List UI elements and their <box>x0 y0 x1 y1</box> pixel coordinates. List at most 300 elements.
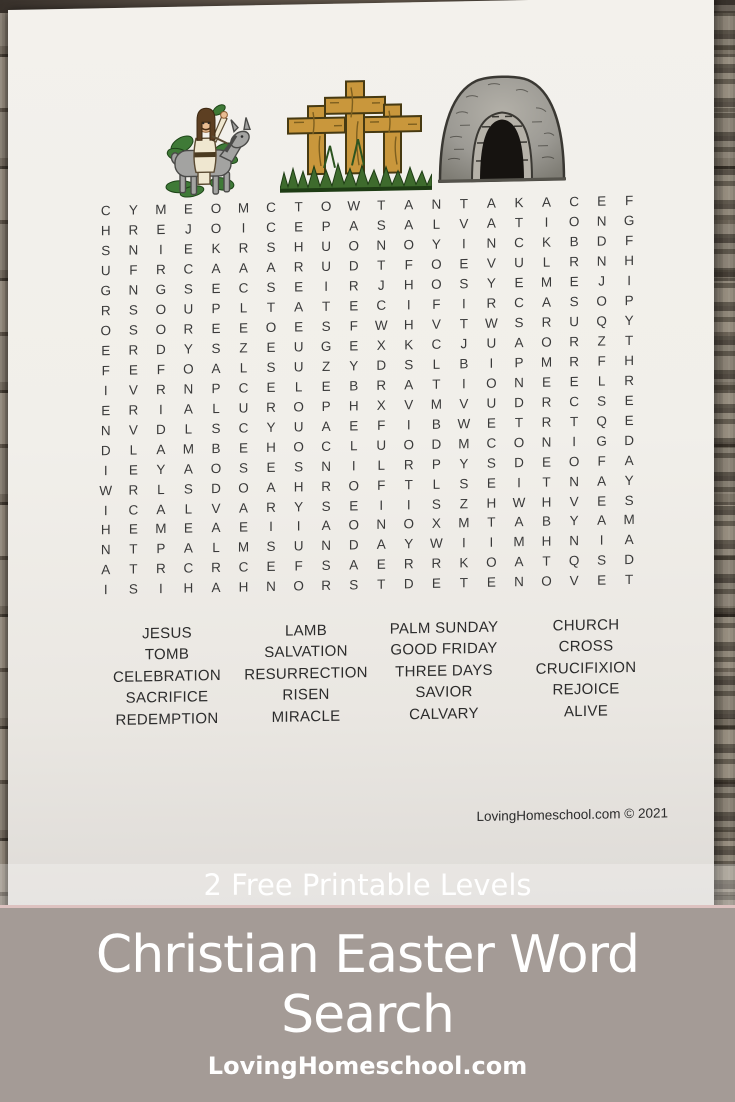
grid-letter: E <box>486 574 496 591</box>
grid-letter: I <box>462 236 466 252</box>
grid-letter: L <box>212 540 220 556</box>
grid-letter: A <box>321 518 331 534</box>
grid-letter: O <box>320 199 332 215</box>
grid-letter: F <box>597 453 606 469</box>
grid-letter: H <box>100 522 111 538</box>
grid-letter: S <box>597 393 607 409</box>
grid-letter: O <box>155 322 167 338</box>
grid-letter: S <box>597 552 607 569</box>
grid-letter: A <box>597 473 607 489</box>
grid-letter: O <box>348 517 359 533</box>
grid-letter: D <box>403 576 414 592</box>
grid-letter: S <box>376 218 386 234</box>
grid-letter: L <box>349 438 358 454</box>
grid-letter: I <box>269 519 273 535</box>
word-list-item: CALVARY <box>409 704 479 723</box>
grid-letter: Q <box>568 553 580 569</box>
grid-letter: I <box>158 581 163 597</box>
grid-letter: T <box>487 515 496 531</box>
grid-letter: G <box>155 282 167 298</box>
grid-letter: E <box>624 412 634 428</box>
grid-letter: S <box>183 281 193 297</box>
grid-letter: O <box>431 276 442 293</box>
grid-letter: E <box>294 219 304 235</box>
grid-letter: D <box>596 233 607 250</box>
grid-letter: A <box>156 441 166 457</box>
grid-letter: D <box>348 258 359 274</box>
word-list <box>8 612 714 729</box>
grid-letter: R <box>293 259 304 275</box>
grid-letter: W <box>347 198 361 214</box>
grid-letter: B <box>459 356 469 372</box>
grid-letter: I <box>627 273 632 289</box>
grid-letter: C <box>238 559 249 575</box>
grid-letter: R <box>128 402 139 418</box>
grid-letter: S <box>128 322 138 338</box>
grid-letter: O <box>513 434 525 451</box>
grid-letter: H <box>293 239 304 255</box>
grid-letter: N <box>569 473 579 489</box>
grid-letter: T <box>542 474 551 490</box>
grid-letter: E <box>266 459 276 475</box>
grid-letter: R <box>624 372 635 389</box>
grid-letter: A <box>211 520 221 536</box>
grid-letter: E <box>569 274 579 290</box>
grid-letter: R <box>211 560 221 576</box>
word-list-item: CRUCIFIXION <box>535 658 637 678</box>
grid-letter: S <box>183 481 193 497</box>
word-list-item: TOMB <box>144 645 190 664</box>
grid-letter: E <box>514 275 524 291</box>
grid-letter: C <box>100 203 111 219</box>
grid-letter: M <box>513 534 525 550</box>
grid-letter: E <box>294 319 304 335</box>
grid-letter: L <box>129 442 138 458</box>
grid-letter: Y <box>486 275 496 292</box>
grid-letter: C <box>266 200 276 216</box>
grid-letter: N <box>100 422 111 438</box>
grid-letter: V <box>128 422 138 438</box>
grid-letter: E <box>542 374 552 390</box>
grid-letter: R <box>238 240 249 256</box>
grid-letter: A <box>349 557 359 573</box>
grid-letter: O <box>596 293 607 309</box>
grid-letter: Y <box>266 419 276 435</box>
grid-letter: A <box>404 217 414 233</box>
grid-letter: T <box>129 561 138 578</box>
word-list-item: RESURRECTION <box>244 663 368 684</box>
word-search-grid <box>92 191 643 600</box>
grid-letter: K <box>459 555 469 571</box>
grid-letter: E <box>239 519 249 536</box>
grid-letter: T <box>294 199 303 215</box>
grid-letter: U <box>569 314 579 330</box>
grid-letter: U <box>486 395 497 411</box>
grid-letter: O <box>100 323 112 339</box>
grid-letter: R <box>155 561 166 577</box>
grid-letter: I <box>241 220 246 236</box>
grid-letter: A <box>183 540 193 557</box>
grid-letter: Q <box>596 313 607 329</box>
grid-letter: A <box>321 418 331 434</box>
grid-letter: A <box>514 554 524 570</box>
grid-letter: V <box>486 255 496 272</box>
grid-letter: A <box>183 401 193 417</box>
grid-letter: Y <box>349 358 359 374</box>
grid-letter: S <box>101 243 111 259</box>
grid-letter: A <box>514 514 524 530</box>
grid-letter: N <box>183 381 194 397</box>
grid-letter: W <box>485 315 498 331</box>
grid-letter: D <box>376 357 387 373</box>
grid-letter: A <box>486 196 496 212</box>
grid-letter: A <box>404 197 414 213</box>
grid-letter: R <box>155 262 166 278</box>
grid-letter: N <box>514 375 524 391</box>
grid-letter: F <box>129 262 138 278</box>
grid-letter: U <box>293 419 304 435</box>
grid-letter: B <box>431 416 441 432</box>
grid-letter: F <box>625 233 634 249</box>
grid-letter: E <box>349 338 359 354</box>
word-list-item: PALM SUNDAY <box>389 618 499 638</box>
grid-letter: H <box>238 579 249 595</box>
grid-letter: L <box>184 500 193 517</box>
grid-letter: N <box>321 458 332 474</box>
grid-letter: J <box>377 277 385 294</box>
grid-letter: A <box>156 501 166 517</box>
grid-letter: E <box>597 572 607 588</box>
grid-letter: E <box>101 402 111 419</box>
grid-letter: Y <box>294 498 304 515</box>
grid-letter: H <box>100 223 111 239</box>
grid-letter: R <box>541 314 552 330</box>
grid-letter: F <box>156 361 165 378</box>
grid-letter: H <box>541 533 552 550</box>
grid-letter: O <box>348 477 359 494</box>
grid-letter: R <box>266 399 276 415</box>
grid-letter: D <box>624 432 635 448</box>
grid-letter: L <box>432 217 441 233</box>
grid-letter: I <box>462 376 466 392</box>
word-list-item: JESUS <box>142 624 192 643</box>
grid-letter: H <box>403 277 414 293</box>
grid-letter: S <box>321 318 331 335</box>
grid-letter: I <box>406 297 411 313</box>
jesus-on-donkey-illustration <box>158 91 254 199</box>
pin-title <box>0 925 735 1045</box>
grid-letter: M <box>458 435 470 452</box>
grid-letter: T <box>432 376 441 392</box>
grid-letter: S <box>128 302 138 318</box>
grid-letter: I <box>406 417 411 433</box>
copyright-text: LovingHomeschool.com © 2021 <box>476 805 668 825</box>
grid-letter: O <box>210 460 222 476</box>
grid-letter: N <box>431 197 442 213</box>
grid-letter: J <box>598 273 605 289</box>
grid-letter: V <box>459 396 469 412</box>
grid-letter: U <box>293 538 304 554</box>
grid-letter: E <box>183 201 193 218</box>
grid-letter: A <box>101 562 111 578</box>
grid-letter: R <box>403 556 414 572</box>
grid-letter: V <box>431 316 441 332</box>
grid-letter: E <box>239 440 249 456</box>
grid-letter: T <box>625 572 634 588</box>
grid-letter: D <box>211 480 221 496</box>
grid-letter: A <box>349 218 359 234</box>
grid-letter: I <box>572 433 576 449</box>
grid-letter: A <box>211 360 221 377</box>
grid-letter: X <box>376 397 386 413</box>
grid-letter: L <box>432 476 441 492</box>
subtitle-band <box>0 864 735 906</box>
grid-letter: T <box>377 577 386 593</box>
grid-letter: U <box>238 400 249 416</box>
grid-letter: S <box>321 498 331 514</box>
grid-letter: I <box>103 382 108 399</box>
grid-letter: O <box>403 516 415 532</box>
grid-letter: A <box>183 461 193 477</box>
word-list-item: LAMB <box>284 621 328 640</box>
grid-letter: E <box>542 454 552 470</box>
grid-letter: H <box>348 398 359 414</box>
grid-letter: A <box>294 299 304 315</box>
grid-letter: S <box>266 539 276 555</box>
grid-letter: C <box>266 220 276 236</box>
grid-letter: F <box>377 477 386 493</box>
grid-letter: O <box>210 201 222 217</box>
grid-letter: E <box>431 575 441 592</box>
grid-letter: C <box>321 438 332 454</box>
grid-letter: Y <box>183 341 193 357</box>
grid-letter: E <box>597 493 607 509</box>
grid-letter: K <box>404 337 414 353</box>
grid-letter: A <box>266 479 276 495</box>
grid-letter: W <box>99 482 113 498</box>
grid-letter: L <box>542 254 551 271</box>
grid-letter: C <box>183 261 194 277</box>
grid-letter: T <box>459 196 468 212</box>
grid-letter: N <box>266 579 276 595</box>
grid-letter: N <box>541 434 552 450</box>
grid-letter: R <box>431 556 442 572</box>
grid-letter: N <box>321 538 332 554</box>
grid-letter: P <box>514 355 524 371</box>
grid-letter: K <box>211 241 221 257</box>
grid-letter: E <box>101 343 111 359</box>
grid-letter: D <box>100 442 111 458</box>
grid-letter: O <box>403 436 415 453</box>
grid-letter: I <box>296 518 301 534</box>
grid-letter: D <box>624 552 635 568</box>
grid-letter: A <box>211 261 221 277</box>
grid-letter: U <box>293 339 304 355</box>
grid-letter: E <box>128 521 138 538</box>
grid-letter: H <box>183 580 194 596</box>
grid-letter: B <box>349 378 359 394</box>
grid-letter: M <box>458 515 470 531</box>
grid-letter: D <box>348 537 359 553</box>
grid-letter: N <box>514 574 524 590</box>
grid-letter: E <box>486 475 496 491</box>
grid-letter: N <box>100 542 111 558</box>
grid-letter: C <box>238 420 249 436</box>
word-list-item: REJOICE <box>552 680 620 699</box>
grid-letter: Z <box>597 333 606 349</box>
grid-letter: N <box>596 213 607 230</box>
grid-letter: E <box>266 379 276 395</box>
grid-letter: H <box>624 253 635 269</box>
grid-letter: E <box>321 378 331 394</box>
grid-letter: L <box>597 373 606 389</box>
grid-letter: N <box>376 517 387 533</box>
grid-letter: U <box>321 259 332 275</box>
grid-letter: E <box>183 241 193 257</box>
grid-letter: F <box>432 296 441 313</box>
grid-letter: W <box>457 415 471 432</box>
grid-letter: O <box>238 479 249 496</box>
grid-letter: C <box>376 297 387 314</box>
grid-letter: S <box>459 475 469 491</box>
grid-letter: A <box>239 499 249 516</box>
grid-letter: I <box>462 535 466 551</box>
grid-letter: X <box>376 337 386 353</box>
grid-letter: E <box>156 222 166 238</box>
grid-letter: A <box>239 260 249 276</box>
grid-letter: R <box>348 278 359 294</box>
grid-letter: U <box>183 301 194 317</box>
word-list-item: RISEN <box>282 686 330 704</box>
grid-letter: C <box>569 393 579 410</box>
grid-letter: P <box>624 293 634 309</box>
grid-letter: W <box>512 494 526 510</box>
grid-letter: R <box>321 578 332 594</box>
grid-letter: M <box>155 202 167 218</box>
word-list-item: REDEMPTION <box>115 709 219 729</box>
grid-letter: I <box>599 532 604 549</box>
grid-letter: X <box>431 516 441 532</box>
grid-letter: E <box>266 339 276 356</box>
grid-letter: R <box>541 394 552 410</box>
grid-letter: R <box>541 414 552 430</box>
grid-letter: U <box>486 335 497 351</box>
grid-letter: V <box>459 216 469 232</box>
grid-letter: I <box>379 497 384 513</box>
grid-letter: S <box>266 240 276 256</box>
grid-letter: Y <box>431 237 441 253</box>
grid-letter: I <box>103 582 108 598</box>
grid-letter: Y <box>128 202 138 219</box>
grid-letter: R <box>569 354 579 370</box>
grid-letter: U <box>100 263 111 279</box>
grid-letter: H <box>541 494 552 510</box>
grid-letter: O <box>265 319 277 336</box>
grid-letter: O <box>568 453 580 469</box>
grid-letter: M <box>623 512 635 528</box>
grid-letter: T <box>459 575 468 591</box>
grid-letter: I <box>158 242 163 258</box>
grid-letter: E <box>128 362 138 378</box>
grid-letter: R <box>569 334 579 350</box>
grid-letter: E <box>183 520 193 537</box>
grid-letter: F <box>377 417 386 433</box>
grid-letter: C <box>514 235 524 251</box>
grid-letter: S <box>459 276 469 292</box>
grid-letter: O <box>403 237 415 253</box>
grid-letter: C <box>514 295 524 311</box>
grid-letter: T <box>625 333 634 349</box>
grid-letter: R <box>403 456 414 473</box>
grid-letter: E <box>294 279 304 295</box>
grid-letter: K <box>514 195 524 211</box>
grid-letter: T <box>569 413 579 429</box>
grid-letter: P <box>321 219 331 235</box>
grid-letter: O <box>568 214 580 230</box>
grid-letter: T <box>377 258 386 274</box>
grid-letter: P <box>431 456 441 472</box>
grid-letter: G <box>596 433 607 449</box>
grid-letter: L <box>294 379 303 395</box>
grid-letter: I <box>517 474 521 490</box>
grid-letter: E <box>459 256 469 272</box>
grid-letter: I <box>351 457 356 474</box>
grid-letter: S <box>266 280 276 296</box>
grid-letter: Y <box>624 313 634 329</box>
grid-letter: T <box>377 198 386 214</box>
grid-letter: J <box>460 336 468 352</box>
word-list-item: THREE DAYS <box>395 661 493 681</box>
pin-title-line1: Christian Easter Word <box>95 925 640 985</box>
grid-letter: S <box>211 340 221 357</box>
grid-letter: A <box>404 377 414 393</box>
word-list-item: SALVATION <box>264 642 348 662</box>
grid-letter: L <box>432 356 441 372</box>
grid-letter: D <box>514 454 524 470</box>
grid-letter: A <box>486 216 496 232</box>
grid-letter: M <box>540 274 553 290</box>
grid-letter: S <box>349 577 359 593</box>
grid-letter: V <box>569 493 579 509</box>
grid-letter: F <box>625 193 634 209</box>
grid-letter: C <box>128 502 139 518</box>
grid-letter: S <box>624 492 634 508</box>
grid-letter: W <box>429 536 443 552</box>
grid-letter: B <box>569 234 579 250</box>
grid-letter: R <box>321 478 332 494</box>
grid-letter: E <box>624 392 634 409</box>
grid-letter: I <box>544 215 549 231</box>
grid-letter: A <box>266 260 276 276</box>
grid-letter: J <box>185 221 192 238</box>
grid-letter: O <box>541 334 552 350</box>
word-list-item: CELEBRATION <box>112 666 222 686</box>
grid-letter: T <box>514 414 524 431</box>
grid-letter: I <box>489 355 494 371</box>
grid-letter: A <box>624 532 634 548</box>
grid-letter: O <box>431 256 442 273</box>
grid-letter: I <box>103 462 108 478</box>
grid-letter: I <box>103 502 108 518</box>
grid-letter: M <box>237 200 250 217</box>
grid-letter: V <box>569 573 579 589</box>
grid-letter: I <box>406 496 411 512</box>
title-banner <box>0 908 735 1102</box>
grid-letter: U <box>321 239 332 255</box>
grid-letter: F <box>101 363 110 379</box>
grid-letter: L <box>212 400 220 416</box>
grid-letter: S <box>486 455 496 471</box>
